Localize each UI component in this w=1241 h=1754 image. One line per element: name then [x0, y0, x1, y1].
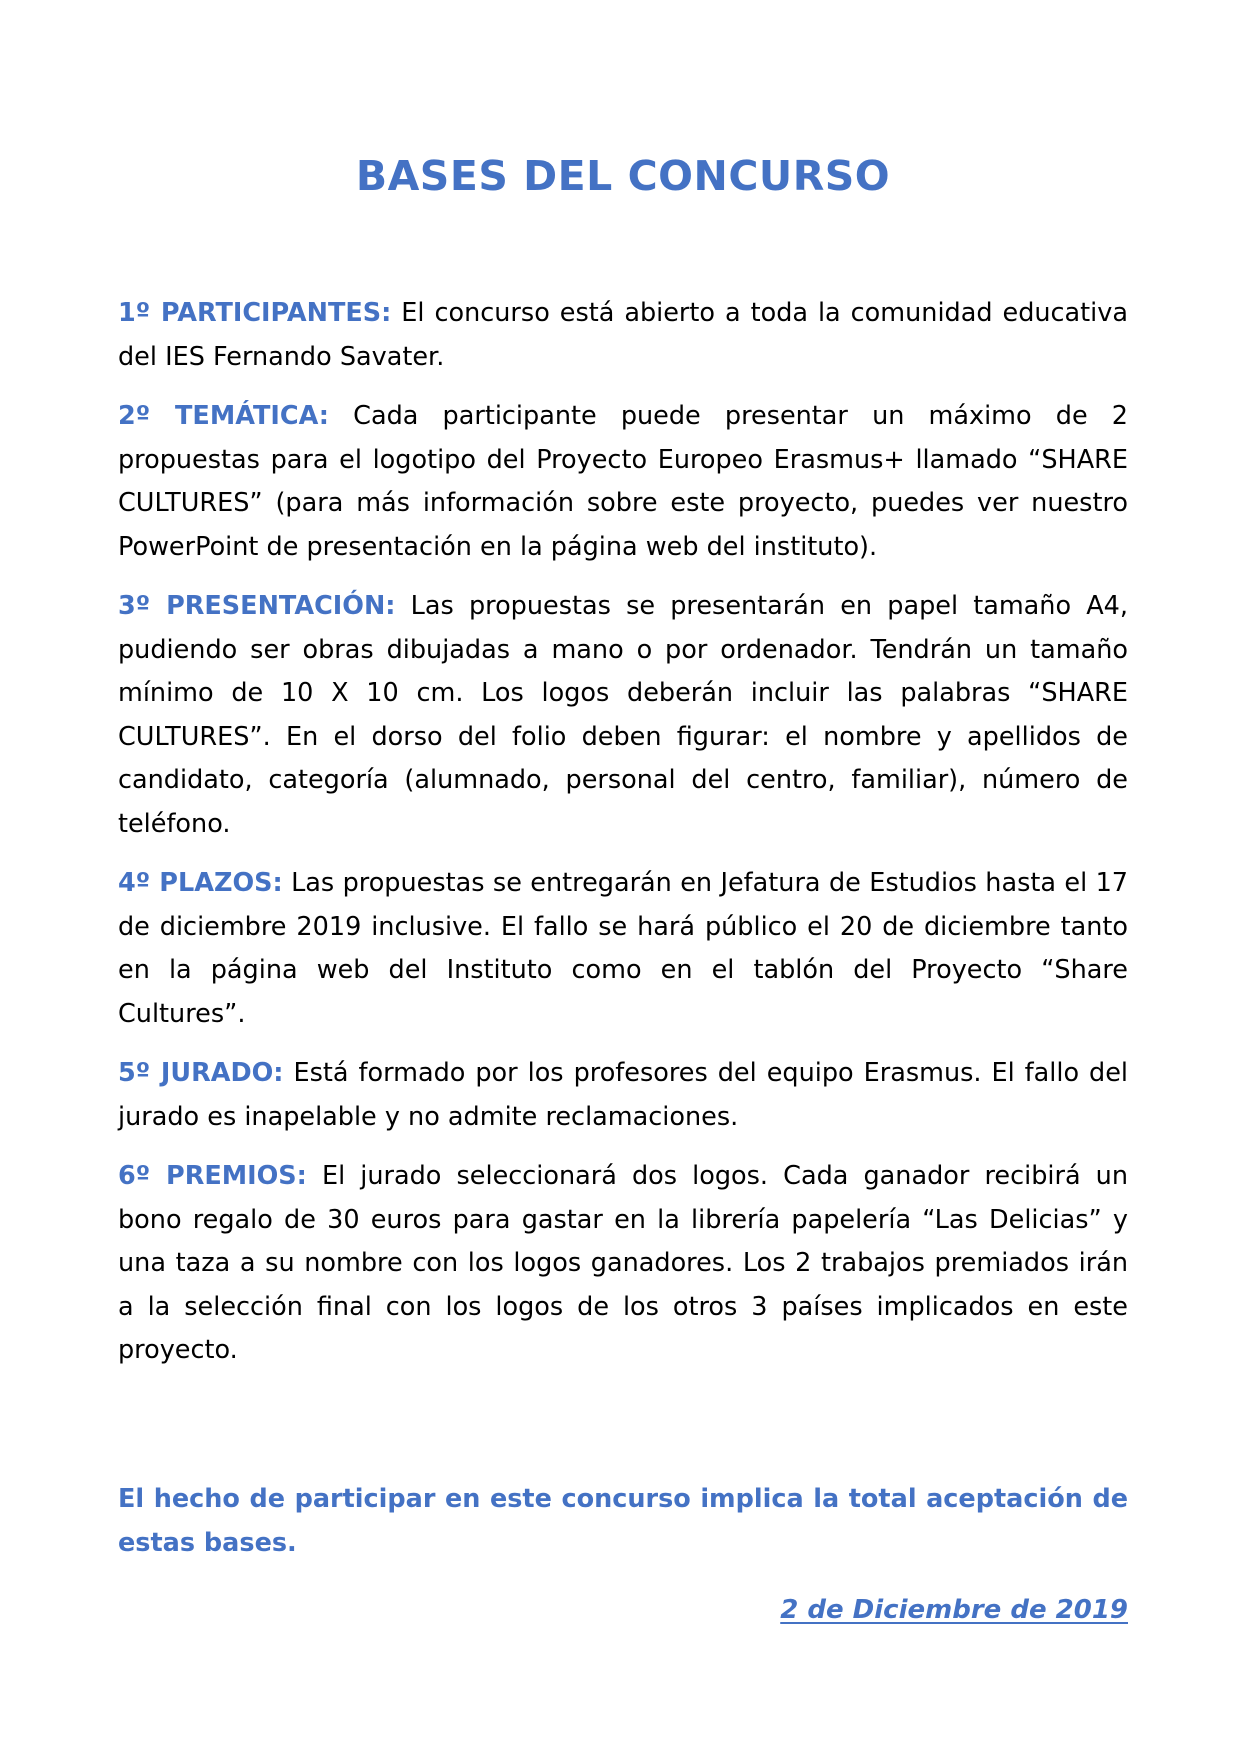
clause-text: Las propuestas se presentarán en papel tamaño A4, pudiendo ser obras dibujadas a mano o por ordenador. Tendrán un tamaño mínimo de 10 X 10 cm. Los logos deberán incluir las palabras “SHARE CULTURES”. En el dorso del folio deben figurar: el nombre y apellidos de candidato, categoría (alumnado, personal del centro, familiar), número de teléfono.	[118, 591, 1128, 839]
clause-tematica	[118, 395, 1128, 569]
clause-heading: 1º PARTICIPANTES:	[118, 298, 392, 328]
clause-heading: 4º PLAZOS:	[118, 868, 283, 898]
clause-text: Cada participante puede presentar un máximo de 2 propuestas para el logotipo del Proyecto Europeo Erasmus+ llamado “SHARE CULTURES” (para más información sobre este proyecto, puedes ver nuestro PowerPoint de presentación en la página web del instituto).	[118, 401, 1129, 562]
clause-heading: 3º PRESENTACIÓN:	[118, 591, 396, 621]
clause-heading: 2º TEMÁTICA:	[118, 401, 329, 431]
clause-participantes	[118, 292, 1128, 379]
clause-presentacion	[118, 585, 1128, 846]
document-date: 2 de Diciembre de 2019	[780, 1595, 1128, 1625]
clause-text: Está formado por los profesores del equipo Erasmus. El fallo del jurado es inapelable y no admite reclamaciones.	[118, 1058, 1128, 1132]
clause-text: Las propuestas se entregarán en Jefatura de Estudios hasta el 17 de diciembre 2019 inclusive. El fallo se hará público el 20 de diciembre tanto en la página web del Instituto como en el tablón del Proyecto “Share Cultures”.	[118, 868, 1129, 1029]
clause-heading: 5º JURADO:	[118, 1058, 284, 1088]
document-title: BASES DEL CONCURSO	[355, 152, 891, 200]
clause-premios	[118, 1155, 1128, 1373]
clause-plazos	[118, 862, 1128, 1036]
clause-text: El jurado seleccionará dos logos. Cada ganador recibirá un bono regalo de 30 euros para gastar en la librería papelería “Las Delicias” y una taza a su nombre con los logos ganadores. Los 2 trabajos premiados irán a la selección final con los logos de los otros 3 países implicados en este proyecto.	[118, 1161, 1128, 1365]
clause-jurado	[118, 1052, 1128, 1139]
clause-text: El concurso está abierto a toda la comunidad educativa del IES Fernando Savater.	[118, 298, 1128, 372]
clause-list	[118, 292, 1128, 1389]
clause-heading: 6º PREMIOS:	[118, 1161, 307, 1191]
closing-statement: El hecho de participar en este concurso implica la total aceptación de estas bases.	[118, 1484, 1128, 1558]
